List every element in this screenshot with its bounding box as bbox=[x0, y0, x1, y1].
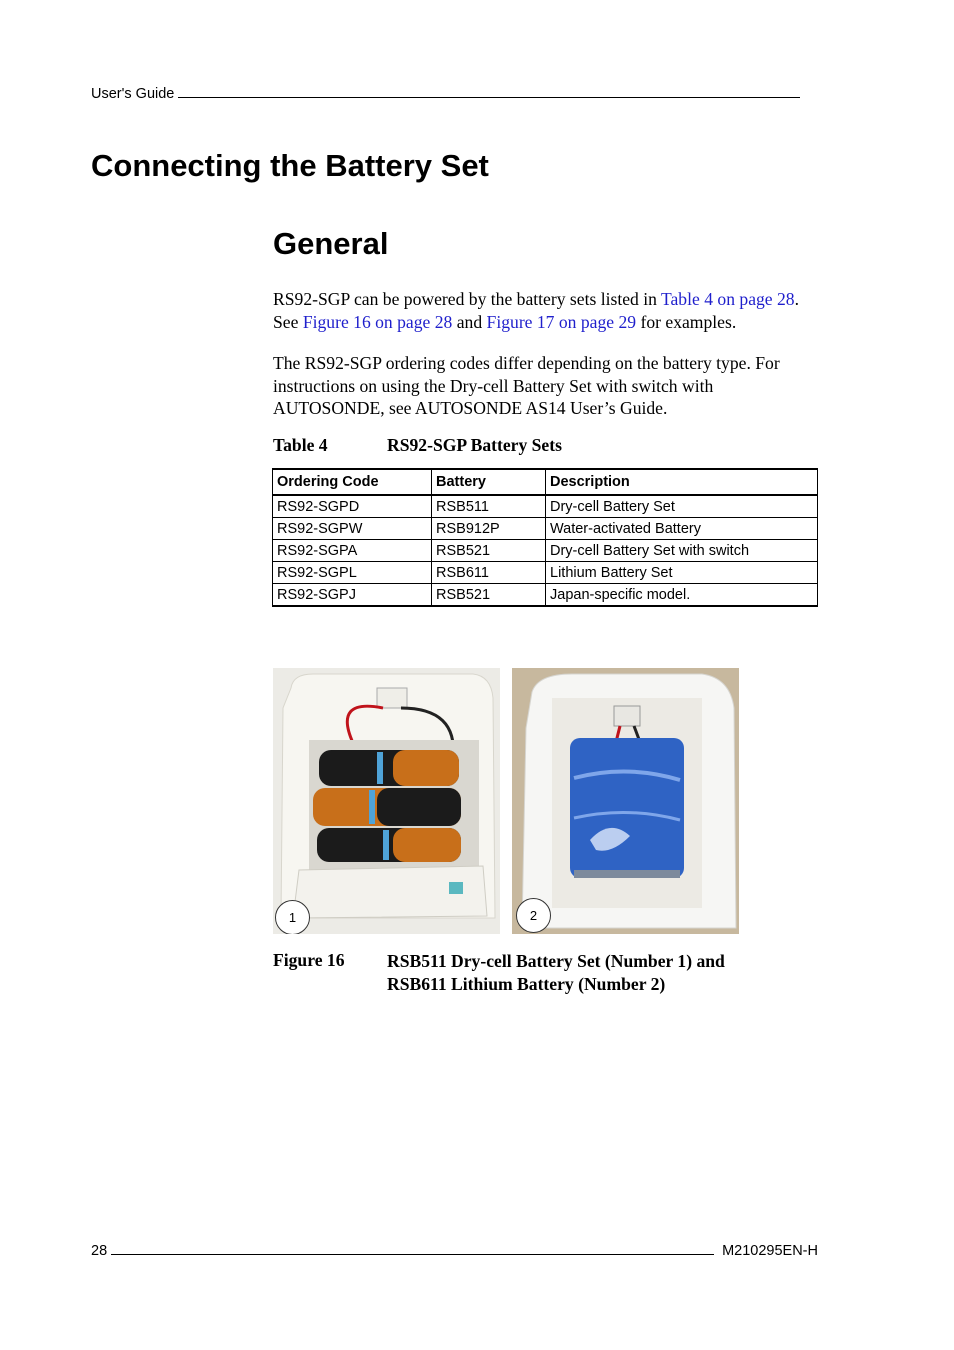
photo-lithium-battery bbox=[512, 668, 739, 934]
cell-description: Water-activated Battery bbox=[546, 518, 818, 540]
lithium-battery-illustration bbox=[512, 668, 739, 934]
cell-ordering-code: RS92-SGPL bbox=[273, 562, 432, 584]
table-caption-label: Table 4 bbox=[273, 435, 328, 455]
cell-battery: RSB521 bbox=[432, 584, 546, 607]
cell-ordering-code: RS92-SGPJ bbox=[273, 584, 432, 607]
figure-caption-title bbox=[387, 950, 807, 996]
section-title: Connecting the Battery Set bbox=[91, 148, 489, 183]
figure-marker-2: 2 bbox=[516, 898, 551, 933]
column-header-description: Description bbox=[546, 469, 818, 495]
document-code: M210295EN-H bbox=[722, 1243, 818, 1259]
subsection-title: General bbox=[273, 226, 389, 261]
cell-battery: RSB611 bbox=[432, 562, 546, 584]
figure-17-link[interactable]: Figure 17 on page 29 bbox=[486, 311, 637, 332]
table-caption-title: RS92-SGP Battery Sets bbox=[387, 435, 562, 455]
cell-description: Dry-cell Battery Set with switch bbox=[546, 540, 818, 562]
cell-ordering-code: RS92-SGPD bbox=[273, 495, 432, 518]
cell-battery: RSB521 bbox=[432, 540, 546, 562]
intro-text-4: for examples. bbox=[636, 311, 737, 332]
footer-rule bbox=[111, 1254, 714, 1255]
intro-paragraph bbox=[273, 288, 818, 333]
cell-ordering-code: RS92-SGPW bbox=[273, 518, 432, 540]
page-number: 28 bbox=[91, 1243, 108, 1259]
cell-description: Japan-specific model. bbox=[546, 584, 818, 607]
cell-battery: RSB511 bbox=[432, 495, 546, 518]
intro-text-2: . See bbox=[273, 289, 800, 332]
header-rule bbox=[178, 97, 800, 98]
page-header bbox=[91, 86, 811, 102]
cell-description: Dry-cell Battery Set bbox=[546, 495, 818, 518]
figure-caption-label: Figure 16 bbox=[273, 950, 345, 970]
table-row bbox=[273, 584, 818, 607]
ordering-codes-paragraph: The RS92-SGP ordering codes differ depending on the battery type. For instructions on using the Dry-cell Battery Set with switch with AUTOSONDE, see AUTOSONDE AS14 User’s Guide. bbox=[273, 353, 780, 418]
page-footer bbox=[91, 1243, 818, 1259]
table-row bbox=[273, 518, 818, 540]
dry-cell-battery-illustration bbox=[273, 668, 500, 934]
cell-battery: RSB912P bbox=[432, 518, 546, 540]
header-title: User's Guide bbox=[91, 86, 175, 102]
figure-marker-1: 1 bbox=[275, 900, 310, 934]
table-4-link[interactable]: Table 4 on page 28 bbox=[660, 289, 795, 309]
column-header-ordering-code: Ordering Code bbox=[273, 469, 432, 495]
figure-caption-line-1: RSB511 Dry-cell Battery Set (Number 1) and bbox=[387, 951, 725, 971]
photo-dry-cell-battery-set bbox=[273, 668, 500, 934]
column-header-battery: Battery bbox=[432, 469, 546, 495]
intro-text-3: and bbox=[452, 311, 487, 332]
cell-description: Lithium Battery Set bbox=[546, 562, 818, 584]
table-row bbox=[273, 562, 818, 584]
cell-ordering-code: RS92-SGPA bbox=[273, 540, 432, 562]
table-row bbox=[273, 540, 818, 562]
figure-16-link[interactable]: Figure 16 on page 28 bbox=[302, 311, 453, 332]
table-row bbox=[273, 495, 818, 518]
figure-caption-line-2: RSB611 Lithium Battery (Number 2) bbox=[387, 974, 666, 994]
intro-text-1: RS92-SGP can be powered by the battery sets listed in bbox=[273, 289, 661, 309]
battery-sets-table bbox=[272, 468, 818, 607]
table-header-row bbox=[273, 469, 818, 495]
